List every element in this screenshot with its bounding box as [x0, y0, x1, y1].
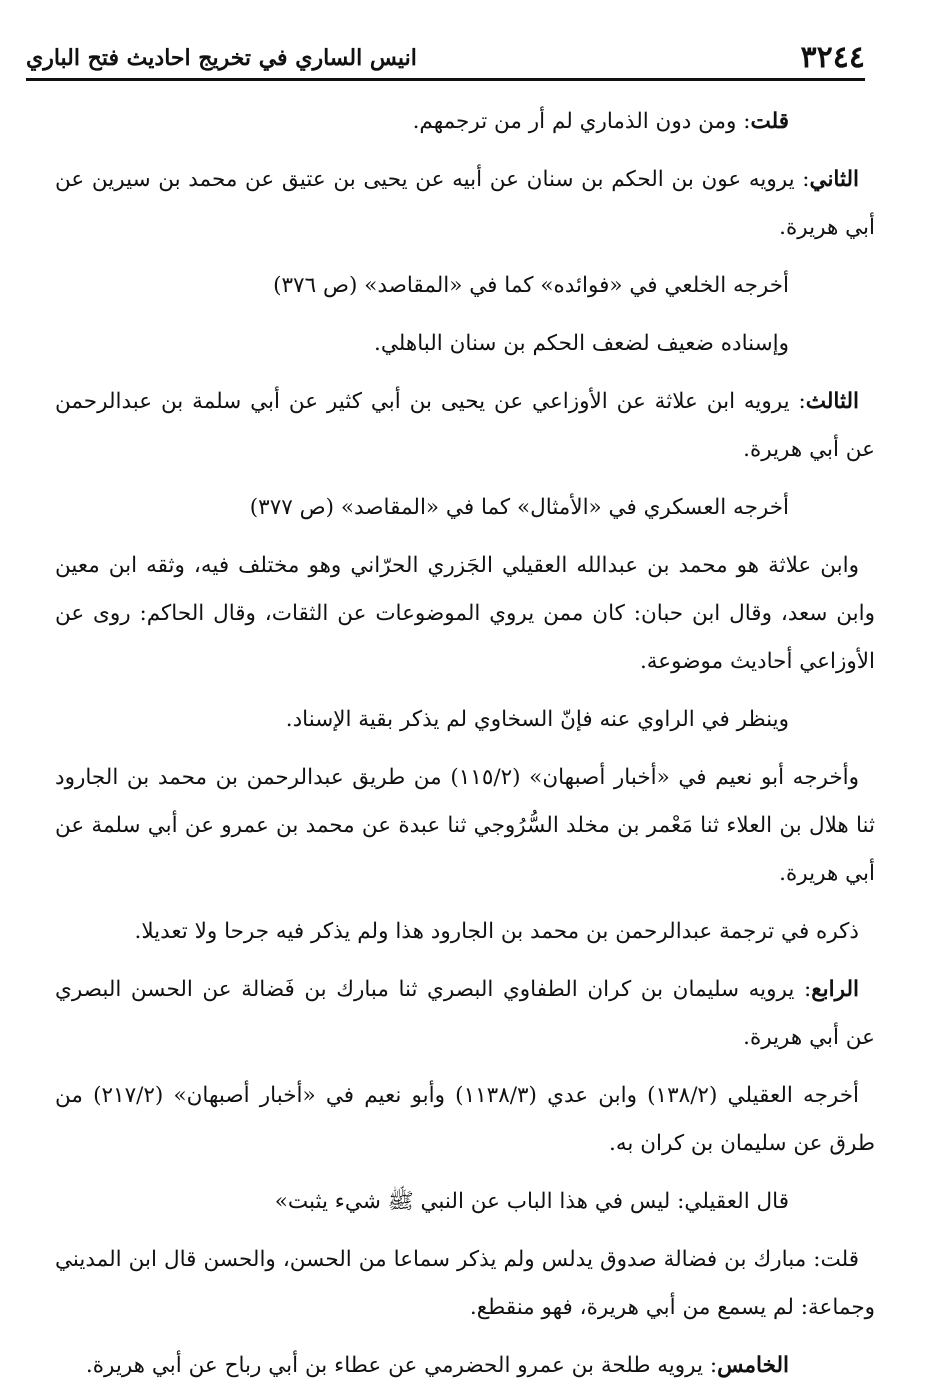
paragraph — [55, 696, 805, 744]
paragraph-lead: قلت — [750, 109, 789, 134]
paragraph-text: قال العقيلي: ليس في هذا الباب عن النبي ﷺ شيء يثبت» — [274, 1189, 789, 1214]
paragraph-text: وإسناده ضعيف لضعف الحكم بن سنان الباهلي. — [374, 331, 789, 356]
page-body — [55, 98, 875, 1400]
running-title: انيس الساري في تخريج احاديث فتح الباري — [26, 45, 417, 71]
paragraph-lead: الثاني — [809, 167, 859, 192]
paragraph — [55, 378, 875, 474]
paragraph — [55, 754, 875, 898]
paragraph — [55, 1342, 805, 1390]
paragraph — [55, 484, 805, 532]
paragraph — [55, 320, 805, 368]
paragraph-lead: الثالث — [805, 389, 859, 414]
paragraph — [55, 1178, 805, 1226]
paragraph — [55, 1072, 875, 1168]
paragraph — [55, 156, 875, 252]
paragraph — [55, 908, 875, 956]
paragraph-text: قلت: مبارك بن فضالة صدوق يدلس ولم يذكر سماعا من الحسن، والحسن قال ابن المديني وجماعة: لم يسمع من أبي هريرة، فهو منقطع. — [55, 1247, 875, 1320]
page-number: ٣٢٤٤ — [800, 40, 865, 75]
paragraph — [55, 98, 805, 146]
paragraph-text: ذكره في ترجمة عبدالرحمن بن محمد بن الجارود هذا ولم يذكر فيه جرحا ولا تعديلا. — [134, 919, 859, 944]
paragraph-text: أخرجه العسكري في «الأمثال» كما في «المقاصد» (ص ٣٧٧) — [249, 495, 789, 520]
paragraph-text: وينظر في الراوي عنه فإنّ السخاوي لم يذكر بقية الإسناد. — [285, 707, 789, 732]
paragraph — [55, 966, 875, 1062]
paragraph-text: أخرجه العقيلي (١٣٨/٢) وابن عدي (١١٣٨/٣) وأبو نعيم في «أخبار أصبهان» (٢١٧/٢) من طرق عن سليمان بن كران به. — [55, 1083, 875, 1156]
paragraph-text: : يرويه عون بن الحكم بن سنان عن أبيه عن يحيى بن عتيق عن محمد بن سيرين عن أبي هريرة. — [55, 167, 875, 240]
paragraph-text: : ومن دون الذماري لم أر من ترجمهم. — [412, 109, 751, 134]
paragraph-text: : يرويه سليمان بن كران الطفاوي البصري ثنا مبارك بن فَضالة عن الحسن البصري عن أبي هريرة. — [55, 977, 875, 1050]
paragraph-lead: الرابع — [811, 977, 859, 1002]
paragraph-text: وابن علاثة هو محمد بن عبدالله العقيلي الجَزري الحرّاني وهو مختلف فيه، وثقه ابن معين وابن سعد، وقال ابن حبان: كان ممن يروي الموضوعات عن الثقات، وقال الحاكم: روى عن الأوزاعي أحاديث موضوعة. — [55, 553, 875, 674]
paragraph-lead: الخامس — [717, 1353, 789, 1378]
paragraph — [55, 1236, 875, 1332]
paragraph-text: أخرجه الخلعي في «فوائده» كما في «المقاصد» (ص ٣٧٦) — [273, 273, 789, 298]
paragraph — [55, 262, 805, 310]
paragraph-text: : يرويه ابن علاثة عن الأوزاعي عن يحيى بن أبي كثير عن أبي سلمة بن عبدالرحمن عن أبي هريرة. — [55, 389, 875, 462]
page-header — [26, 38, 865, 81]
paragraph-text: وأخرجه أبو نعيم في «أخبار أصبهان» (١١٥/٢) من طريق عبدالرحمن بن محمد بن الجارود ثنا هلال بن العلاء ثنا مَعْمر بن مخلد السُّرُوجي ثنا عبدة عن محمد بن عمرو عن أبي سلمة عن أبي هريرة. — [55, 765, 875, 886]
paragraph — [55, 542, 875, 686]
paragraph-text: : يرويه طلحة بن عمرو الحضرمي عن عطاء بن أبي رباح عن أبي هريرة. — [85, 1353, 718, 1378]
